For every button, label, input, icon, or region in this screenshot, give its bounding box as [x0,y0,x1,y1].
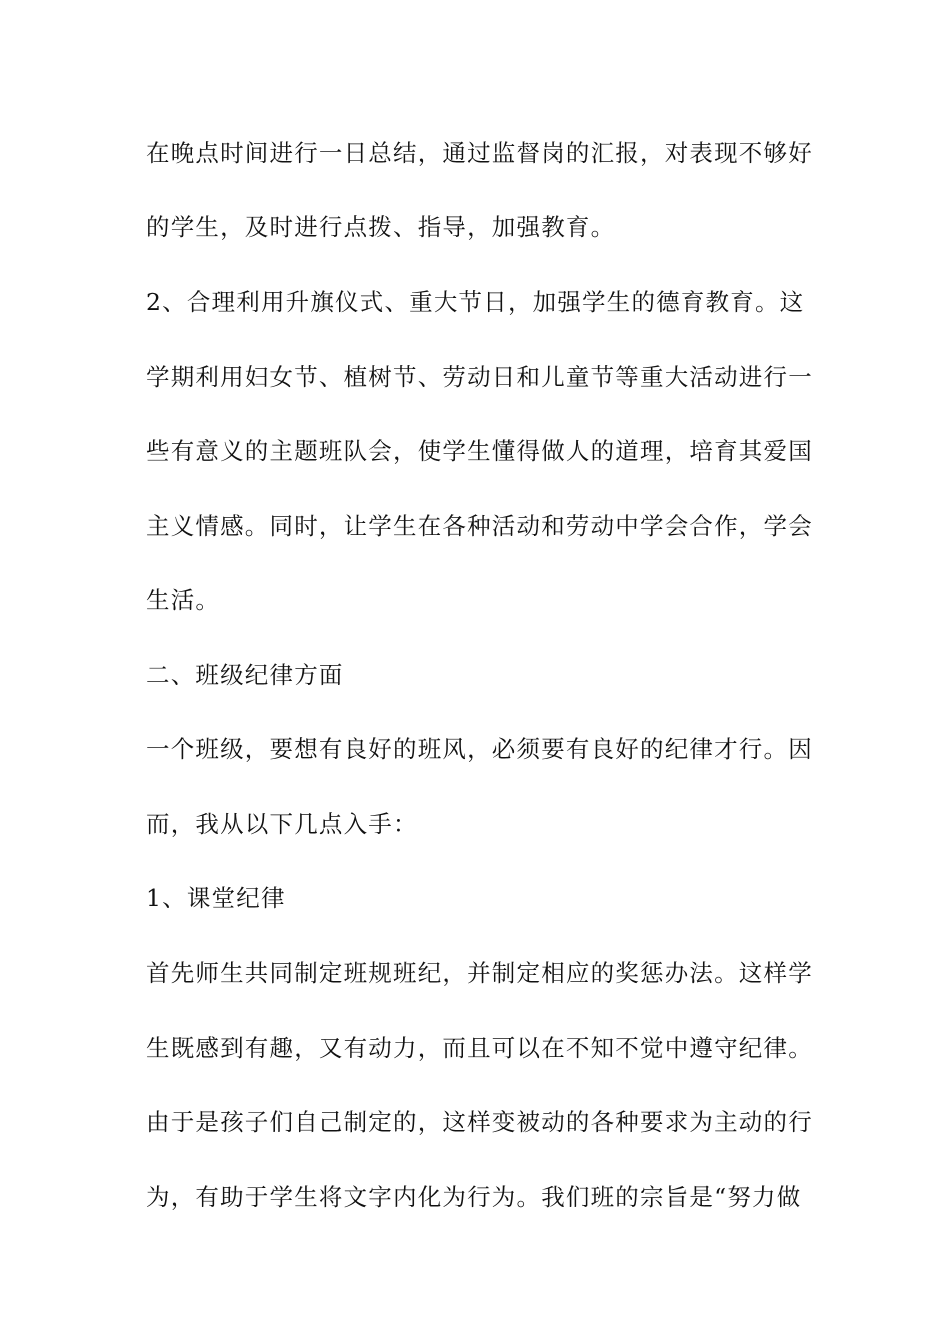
text-line: 学期利用妇女节、植树节、劳动日和儿童节等重大活动进行一 [146,363,813,391]
text-line: 的学生，及时进行点拨、指导，加强教育。 [146,213,616,241]
section-heading: 二、班级纪律方面 [146,661,344,689]
text-line: 主义情感。同时，让学生在各种活动和劳动中学会合作，学会 [146,512,813,540]
text-line: 生既感到有趣，又有动力，而且可以在不知不觉中遵守纪律。 [146,1034,813,1062]
text-line: 些有意义的主题班队会，使学生懂得做人的道理，培育其爱国 [146,437,813,465]
text-line: 一个班级，要想有良好的班风，必须要有良好的纪律才行。因 [146,735,813,763]
text-line: 为，有助于学生将文字内化为行为。我们班的宗旨是“努力做 [146,1183,802,1211]
text-line: 在晚点时间进行一日总结，通过监督岗的汇报，对表现不够好 [146,139,813,167]
text-line: 2、合理利用升旗仪式、重大节日，加强学生的德育教育。这 [146,288,805,316]
text-line: 由于是孩子们自己制定的，这样变被动的各种要求为主动的行 [146,1108,813,1136]
text-line: 而，我从以下几点入手： [146,810,418,838]
text-line: 首先师生共同制定班规班纪，并制定相应的奖惩办法。这样学 [146,959,813,987]
subsection-heading: 1、课堂纪律 [146,884,286,912]
text-line: 生活。 [146,586,221,614]
